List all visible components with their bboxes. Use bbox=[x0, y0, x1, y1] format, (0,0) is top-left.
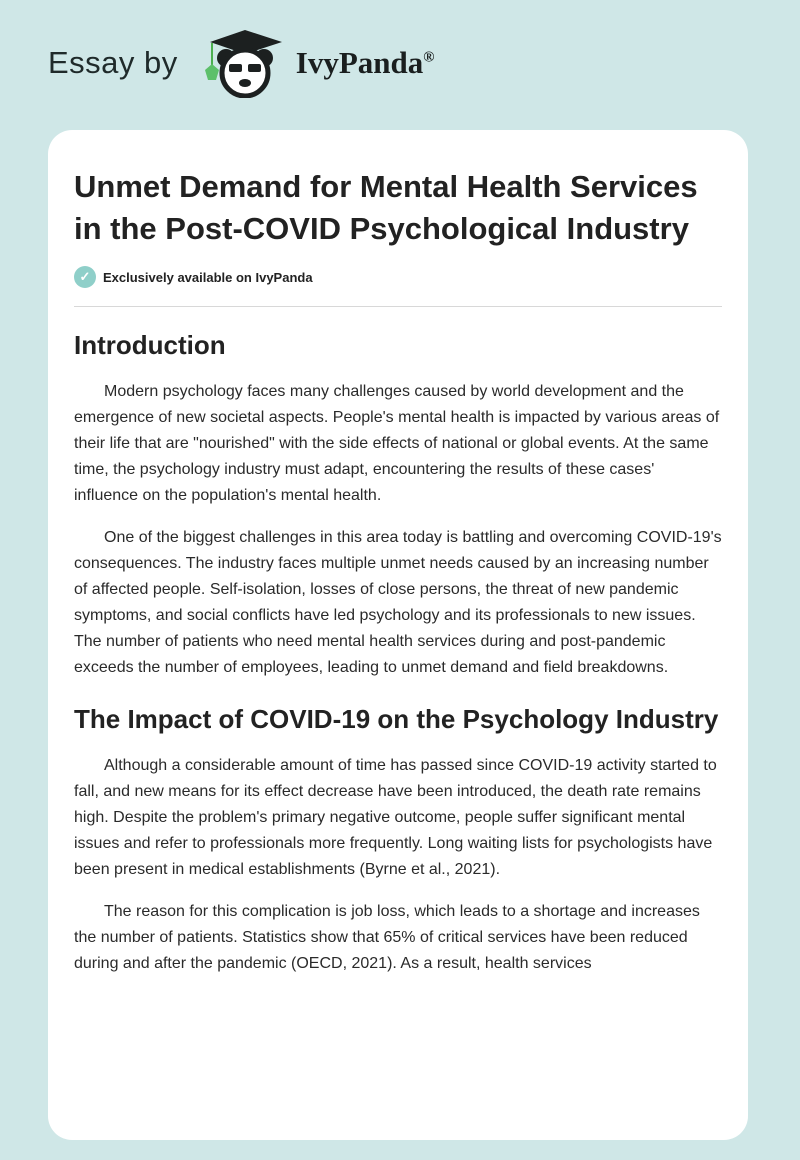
paragraph: The reason for this complication is job loss, which leads to a shortage and increases the number of patients. Statistics show that 65% of critical services have been reduced during and after the pandemic (OECD, 2021). As a result, health services bbox=[74, 903, 700, 972]
essay-card bbox=[48, 130, 748, 1140]
page-title: Unmet Demand for Mental Health Services in the Post-COVID Psychological Industry bbox=[74, 169, 698, 246]
brand-name bbox=[296, 45, 435, 81]
exclusive-badge bbox=[74, 266, 722, 288]
section-heading: The Impact of COVID-19 on the Psychology Industry bbox=[74, 704, 719, 734]
section-heading: Introduction bbox=[74, 330, 226, 360]
registered-mark: ® bbox=[423, 49, 435, 66]
check-icon: ✓ bbox=[74, 266, 96, 288]
paragraph: Modern psychology faces many challenges caused by world development and the emergence of new societal aspects. People's mental health is impacted by various areas of their life that are "nourished" with the side effects of national or global events. At the same time, the psychology industry must adapt, encountering the results of these cases' influence on the population's mental health. bbox=[74, 383, 720, 504]
paragraph: One of the biggest challenges in this area today is battling and overcoming COVID-19's consequences. The industry faces multiple unmet needs caused by an increasing number of affected people. Self-isolation, losses of close persons, the threat of new pandemic symptoms, and social conflicts have led psychology and its professionals to new issues. The number of patients who need mental health services during and post-pandemic exceeds the number of employees, leading to unmet demand and field breakdowns. bbox=[74, 529, 722, 676]
site-header bbox=[48, 28, 434, 98]
brand-text: IvyPanda bbox=[295, 45, 424, 80]
badge-label: Exclusively available on IvyPanda bbox=[103, 269, 313, 285]
paragraph: Although a considerable amount of time has passed since COVID-19 activity started to fall, and new means for its effect decrease have been introduced, the death rate remains high. Despite the problem's primary negative outcome, people suffer significant mental issues and refer to professionals more frequently. Long waiting lists for psychologists have been present in medical establishments (Byrne et al., 2021). bbox=[74, 757, 717, 878]
essay-by-label: Essay by bbox=[48, 45, 178, 80]
divider bbox=[74, 306, 722, 307]
ivypanda-logo-icon[interactable] bbox=[200, 28, 290, 98]
